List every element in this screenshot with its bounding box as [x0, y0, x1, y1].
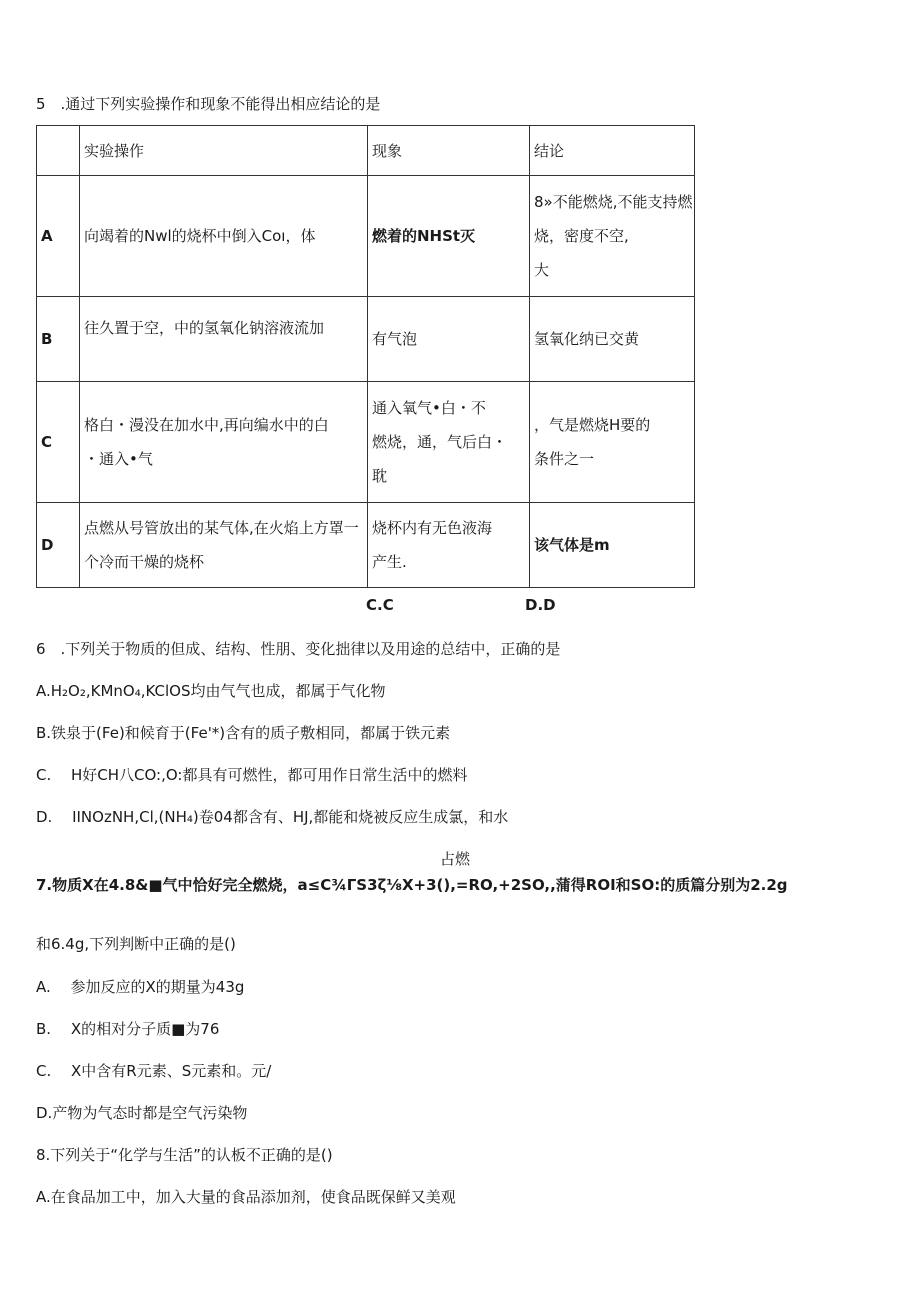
q7-option-b: B. X的相对分子质■为76 [36, 1020, 220, 1038]
row-phenomenon: 烧杯内有无色液海 产生. [368, 503, 530, 588]
header-label [37, 126, 80, 176]
q8-title: 8.下列关于“化学与生活”的认板不正确的是() [36, 1146, 333, 1164]
q7-option-c: C. X中含有R元素、S元素和。元/ [36, 1062, 272, 1080]
row-conclusion: ，气是燃烧H要的 条件之一 [530, 382, 695, 503]
row-label: D [37, 503, 80, 588]
row-phenomenon: 通入氧气•白・不 燃烧，通，气后白・ 耽 [368, 382, 530, 503]
table-row [37, 297, 695, 382]
q5-title: 5 .通过下列实验操作和现象不能得出相应结论的是 [36, 95, 381, 113]
row-operation: 格白・漫没在加水中,再向编水中的白 ・通入•气 [80, 382, 368, 503]
table-row [37, 503, 695, 588]
q5-option-c: C.C [366, 596, 394, 614]
q7-reaction-condition: 占燃 [440, 850, 471, 868]
header-conclusion: 结论 [530, 126, 695, 176]
table-row [37, 382, 695, 503]
row-conclusion: 氢氧化纳已交黄 [530, 297, 695, 382]
row-label: B [37, 297, 80, 382]
row-operation: 向竭着的Nwl的烧杯中倒入Coı，体 [80, 176, 368, 297]
row-conclusion: 该气体是m [530, 503, 695, 588]
row-label: C [37, 382, 80, 503]
q7-title-cont: 和6.4g,下列判断中正确的是() [36, 935, 236, 953]
header-phenomenon: 现象 [368, 126, 530, 176]
q7-option-a: A. 参加反应的X的期量为43g [36, 978, 245, 996]
q6-option-a: A.H₂O₂,KMnO₄,KClOS均由气气也成，都属于气化物 [36, 682, 386, 700]
row-operation: 点燃从号管放出的某气体,在火焰上方罩一 个冷而干燥的烧杯 [80, 503, 368, 588]
row-conclusion: 8»不能燃烧,不能支持燃 烧，密度不空, 大 [530, 176, 695, 297]
table-row [37, 176, 695, 297]
q6-option-d: D. IINOzNH,Cl,(NH₄)卷04都含有、HJ,都能和烧被反应生成氯，和水 [36, 808, 509, 826]
q7-option-d: D.产物为气态时都是空气污染物 [36, 1104, 248, 1122]
q7-title: 7.物质X在4.8&■气中恰好完全燃烧，a≤C¾ΓS3ζ⅛X+3(),=RO,+2SO,,蒲得ROI和SO:的质篇分别为2.2g [36, 876, 788, 894]
q6-option-b: B.铁泉于(Fe)和候育于(Fe'*)含有的质子敷相同，都属于铁元素 [36, 724, 451, 742]
q8-option-a: A.在食品加工中，加入大量的食品添加剂，使食品既保鲜又美观 [36, 1188, 456, 1206]
row-phenomenon: 有气泡 [368, 297, 530, 382]
row-phenomenon: 燃着的NHSt灭 [368, 176, 530, 297]
header-operation: 实验操作 [80, 126, 368, 176]
table-header-row [37, 126, 695, 176]
q5-table [36, 125, 695, 588]
row-operation: 往久置于空，中的氢氧化钠溶液流加 [80, 297, 368, 382]
q6-option-c: C. H好CH八CO:,O:都具有可燃性，都可用作日常生活中的燃料 [36, 766, 468, 784]
q5-option-d: D.D [525, 596, 556, 614]
row-label: A [37, 176, 80, 297]
q6-title: 6 .下列关于物质的但成、结构、性朋、变化拙律以及用途的总结中，正确的是 [36, 640, 561, 658]
